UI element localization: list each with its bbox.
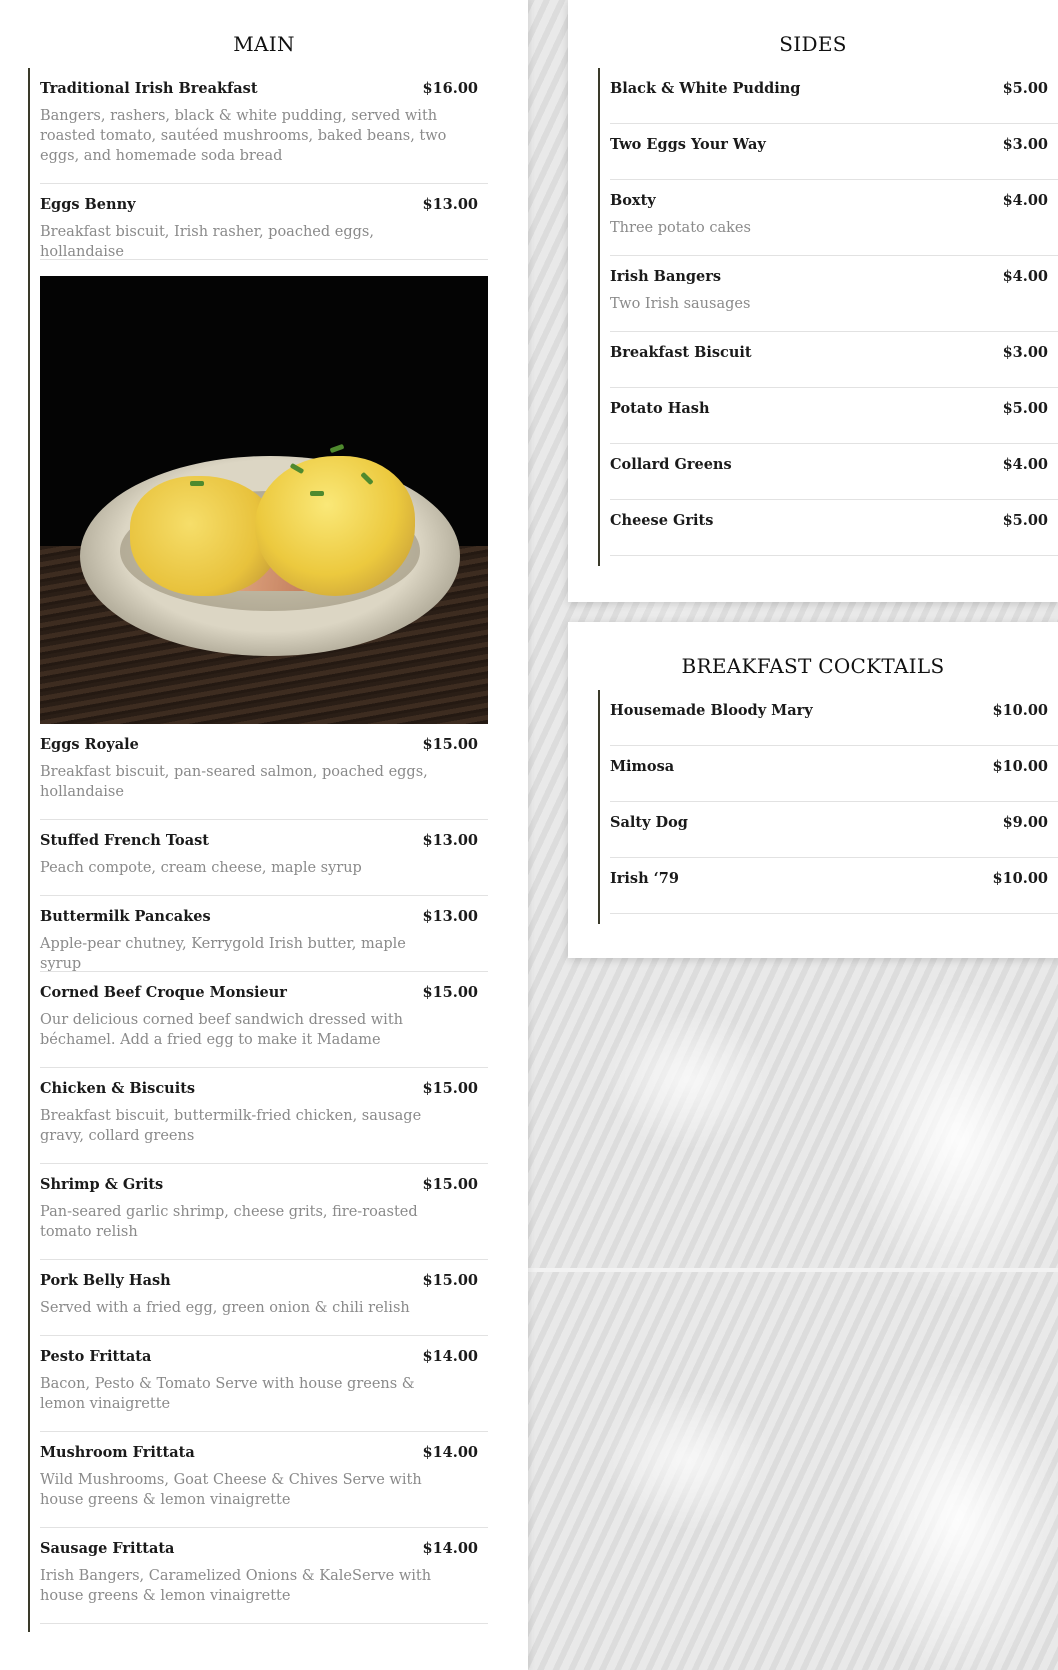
- menu-item[interactable]: [40, 1164, 488, 1260]
- menu-item-price: $5.00: [1002, 80, 1048, 97]
- menu-item-price: $3.00: [1002, 136, 1048, 153]
- menu-item-name: Irish Bangers: [610, 268, 722, 285]
- menu-item-description: Bacon, Pesto & Tomato Serve with house greens & lemon vinaigrette: [40, 1376, 415, 1412]
- menu-item-name: Chicken & Biscuits: [40, 1080, 196, 1097]
- menu-item-description: Irish Bangers, Caramelized Onions & KaleServe with house greens & lemon vinaigrette: [40, 1568, 432, 1604]
- menu-item-price: $13.00: [422, 908, 478, 925]
- menu-item-name: Shrimp & Grits: [40, 1176, 164, 1193]
- menu-item-name: Potato Hash: [610, 400, 710, 417]
- menu-item[interactable]: [610, 256, 1058, 332]
- menu-item-name: Housemade Bloody Mary: [610, 702, 813, 719]
- menu-item[interactable]: [40, 1528, 488, 1624]
- menu-item-price: $5.00: [1002, 400, 1048, 417]
- menu-item-name: Stuffed French Toast: [40, 832, 209, 849]
- menu-item-price: $9.00: [1002, 814, 1048, 831]
- menu-item-price: $16.00: [422, 80, 478, 97]
- menu-item-description: Three potato cakes: [610, 220, 751, 236]
- menu-item-description: Our delicious corned beef sandwich dressed with béchamel. Add a fried egg to make it Madame: [40, 1012, 403, 1048]
- menu-item-price: $14.00: [422, 1348, 478, 1365]
- menu-item-price: $10.00: [992, 870, 1048, 887]
- menu-item-description: Pan-seared garlic shrimp, cheese grits, fire-roasted tomato relish: [40, 1204, 418, 1240]
- menu-item[interactable]: [610, 332, 1058, 388]
- menu-item-price: $14.00: [422, 1444, 478, 1461]
- menu-item[interactable]: [40, 972, 488, 1068]
- menu-item-price: $15.00: [422, 1176, 478, 1193]
- eggs-royale-photo: [40, 276, 488, 724]
- menu-item[interactable]: [40, 68, 488, 184]
- menu-item-name: Breakfast Biscuit: [610, 344, 752, 361]
- menu-item[interactable]: [610, 802, 1058, 858]
- menu-item-description: Breakfast biscuit, Irish rasher, poached eggs, hollandaise: [40, 224, 374, 260]
- menu-item[interactable]: [40, 1260, 488, 1336]
- menu-item[interactable]: [610, 180, 1058, 256]
- sides-list: [610, 68, 1058, 556]
- menu-item-name: Pesto Frittata: [40, 1348, 152, 1365]
- menu-item[interactable]: [610, 124, 1058, 180]
- menu-item-name: Black & White Pudding: [610, 80, 801, 97]
- menu-item[interactable]: [610, 388, 1058, 444]
- menu-item-name: Sausage Frittata: [40, 1540, 175, 1557]
- menu-item[interactable]: [610, 68, 1058, 124]
- sides-section-bar: [598, 68, 600, 566]
- menu-item-name: Pork Belly Hash: [40, 1272, 171, 1289]
- menu-item-name: Corned Beef Croque Monsieur: [40, 984, 287, 1001]
- menu-item-name: Salty Dog: [610, 814, 688, 831]
- menu-item-name: Eggs Benny: [40, 196, 136, 213]
- menu-item-name: Mimosa: [610, 758, 675, 775]
- menu-item-description: Breakfast biscuit, buttermilk-fried chicken, sausage gravy, collard greens: [40, 1108, 422, 1144]
- sides-panel: [568, 0, 1058, 602]
- menu-item-price: $4.00: [1002, 456, 1048, 473]
- menu-item-name: Two Eggs Your Way: [610, 136, 766, 153]
- menu-item-price: $10.00: [992, 702, 1048, 719]
- menu-item[interactable]: [40, 724, 488, 820]
- menu-item[interactable]: [40, 1432, 488, 1528]
- menu-item-description: Apple-pear chutney, Kerrygold Irish butter, maple syrup: [40, 936, 406, 972]
- menu-item[interactable]: [610, 444, 1058, 500]
- menu-item-description: Peach compote, cream cheese, maple syrup: [40, 860, 362, 876]
- menu-item-price: $15.00: [422, 1080, 478, 1097]
- menu-item[interactable]: [40, 1336, 488, 1432]
- menu-item-price: $3.00: [1002, 344, 1048, 361]
- menu-item-description: Breakfast biscuit, pan-seared salmon, poached eggs, hollandaise: [40, 764, 428, 800]
- cocktails-panel: [568, 622, 1058, 958]
- menu-item-name: Cheese Grits: [610, 512, 714, 529]
- menu-item-price: $13.00: [422, 196, 478, 213]
- menu-item[interactable]: [40, 820, 488, 896]
- menu-item[interactable]: [40, 896, 488, 972]
- menu-item[interactable]: [610, 858, 1058, 914]
- cocktails-list: [610, 690, 1058, 914]
- menu-item-name: Irish ‘79: [610, 870, 679, 887]
- main-menu-list: [40, 68, 488, 1624]
- menu-item-name: Eggs Royale: [40, 736, 139, 753]
- menu-item-name: Boxty: [610, 192, 656, 209]
- menu-item-description: Bangers, rashers, black & white pudding, served with roasted tomato, sautéed mushrooms, baked beans, two eggs, and homemade soda bread: [40, 108, 447, 164]
- main-menu-panel: [0, 0, 528, 1670]
- cocktails-section-bar: [598, 690, 600, 924]
- menu-item-name: Mushroom Frittata: [40, 1444, 195, 1461]
- menu-item-price: $15.00: [422, 736, 478, 753]
- menu-item-name: Traditional Irish Breakfast: [40, 80, 258, 97]
- menu-item-price: $15.00: [422, 1272, 478, 1289]
- menu-item-price: $4.00: [1002, 268, 1048, 285]
- menu-item-price: $15.00: [422, 984, 478, 1001]
- main-section-bar: [28, 68, 30, 1632]
- cocktails-section-title: BREAKFAST COCKTAILS: [681, 654, 945, 678]
- menu-item-price: $14.00: [422, 1540, 478, 1557]
- menu-item-price: $4.00: [1002, 192, 1048, 209]
- menu-item-description: Two Irish sausages: [610, 296, 751, 312]
- main-section-title: MAIN: [233, 32, 295, 56]
- menu-item-price: $5.00: [1002, 512, 1048, 529]
- menu-item-description: Wild Mushrooms, Goat Cheese & Chives Serve with house greens & lemon vinaigrette: [40, 1472, 422, 1508]
- sides-section-title: SIDES: [779, 32, 847, 56]
- menu-item[interactable]: [610, 690, 1058, 746]
- menu-item[interactable]: [40, 184, 488, 260]
- menu-item[interactable]: [610, 746, 1058, 802]
- menu-item-name: Collard Greens: [610, 456, 732, 473]
- menu-item-price: $10.00: [992, 758, 1048, 775]
- menu-item-price: $13.00: [422, 832, 478, 849]
- menu-item[interactable]: [610, 500, 1058, 556]
- menu-item-name: Buttermilk Pancakes: [40, 908, 211, 925]
- menu-item[interactable]: [40, 1068, 488, 1164]
- menu-item-description: Served with a fried egg, green onion & chili relish: [40, 1300, 410, 1316]
